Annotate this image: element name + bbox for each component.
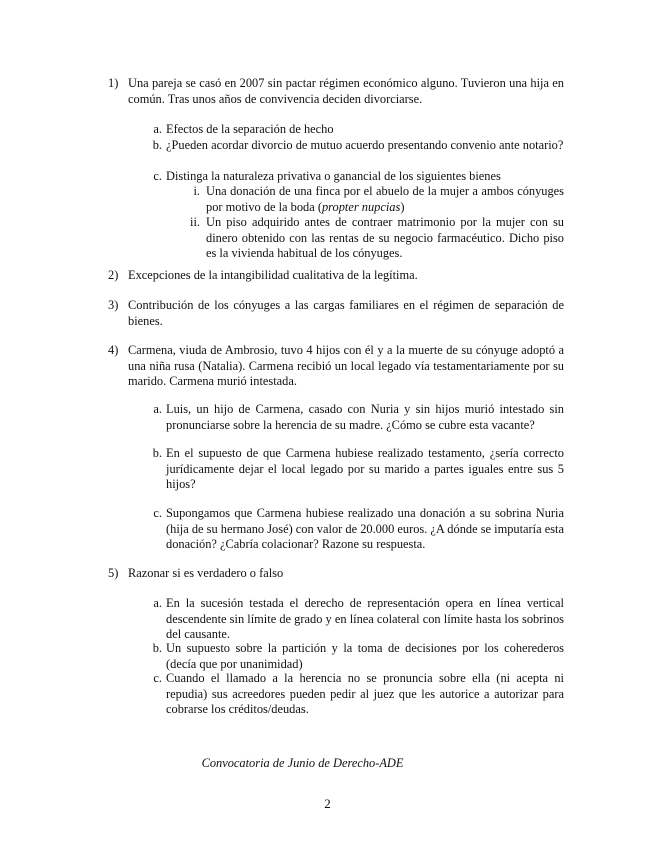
- sub-label: a.: [153, 596, 162, 610]
- sub-text: Supongamos que Carmena hubiese realizado una donación a su sobrina Nuria (hija de su hermano José) con valor de 20.000 euros. ¿A dónde se imputaría esta donación? ¿Cabría colacionar? Razone su respuesta.: [166, 506, 564, 551]
- question-5: [108, 566, 564, 582]
- sub-label: b.: [152, 138, 162, 152]
- roman-text-after: ): [400, 199, 405, 214]
- question-text: Una pareja se casó en 2007 sin pactar régimen económico alguno. Tuvieron una hija en común. Tras unos años de convivencia deciden divorciarse.: [128, 76, 564, 106]
- question-number: 2): [108, 268, 119, 282]
- q4-sub-c: [144, 506, 564, 553]
- q5-sub-b: [144, 641, 564, 672]
- sub-text: Distinga la naturaleza privativa o ganancial de los siguientes bienes: [166, 169, 501, 183]
- sub-label: b.: [152, 641, 162, 655]
- sub-label: b.: [152, 446, 162, 460]
- roman-label: i.: [193, 184, 200, 198]
- q5-sub-c: [144, 671, 564, 718]
- q1-sub-a: [144, 122, 564, 138]
- question-text: Razonar si es verdadero o falso: [128, 566, 284, 580]
- question-3: [108, 298, 564, 329]
- q1c-item-i: [176, 184, 564, 215]
- sub-label: a.: [153, 122, 162, 136]
- sub-text: En la sucesión testada el derecho de representación opera en línea vertical descendente sin límite de grado y en línea colateral con límite hasta los sobrinos del causante.: [166, 596, 564, 641]
- sub-label: a.: [153, 402, 162, 416]
- q1-sub-b: [144, 138, 564, 154]
- roman-text-before: Una donación de una finca por el abuelo de la mujer a ambos cónyuges por motivo de la boda (: [206, 184, 564, 214]
- sub-text: Un supuesto sobre la partición y la toma de decisiones por los coherederos (decía que por unanimidad): [166, 641, 564, 671]
- roman-text-italic: propter nupcias: [321, 199, 401, 214]
- page-number: 2: [324, 796, 331, 811]
- question-number: 4): [108, 343, 119, 357]
- question-text: Carmena, viuda de Ambrosio, tuvo 4 hijos con él y a la muerte de su cónyuge adoptó a una niña rusa (Natalia). Carmena recibió un local legado vía testamentariamente por su marido. Carmena murió intestada.: [128, 343, 564, 388]
- sub-label: c.: [153, 506, 162, 520]
- question-text: Contribución de los cónyuges a las cargas familiares en el régimen de separación de bienes.: [128, 298, 564, 328]
- q5-sub-a: [144, 596, 564, 643]
- question-1: [108, 76, 564, 107]
- roman-text: [206, 184, 564, 215]
- question-number: 3): [108, 298, 119, 312]
- sub-text: Luis, un hijo de Carmena, casado con Nuria y sin hijos murió intestado sin pronunciarse sobre la herencia de su madre. ¿Cómo se cubre esta vacante?: [166, 402, 564, 432]
- page-footer: Convocatoria de Junio de Derecho-ADE: [201, 756, 404, 770]
- sub-text: ¿Pueden acordar divorcio de mutuo acuerdo presentando convenio ante notario?: [166, 138, 564, 152]
- q1-sub-c: [144, 169, 564, 185]
- roman-label: ii.: [190, 215, 200, 229]
- sub-label: c.: [153, 169, 162, 183]
- question-2: [108, 268, 564, 284]
- sub-text: Efectos de la separación de hecho: [166, 122, 334, 136]
- sub-label: c.: [153, 671, 162, 685]
- roman-text: Un piso adquirido antes de contraer matrimonio por la mujer con su dinero obtenido con las rentas de su negocio farmacéutico. Dicho piso es la vivienda habitual de los cónyuges.: [206, 215, 564, 260]
- q1c-item-ii: [176, 215, 564, 262]
- question-text: Excepciones de la intangibilidad cualitativa de la legítima.: [128, 268, 418, 282]
- sub-text: En el supuesto de que Carmena hubiese realizado testamento, ¿sería correcto jurídicamente dejar el local legado por su marido a partes iguales entre sus 5 hijos?: [166, 446, 564, 491]
- sub-text: Cuando el llamado a la herencia no se pronuncia sobre ella (ni acepta ni repudia) sus acreedores pueden pedir al juez que les autorice a autorizar para cobrarse los créditos/deudas.: [166, 671, 564, 716]
- question-number: 5): [108, 566, 119, 580]
- q4-sub-b: [144, 446, 564, 493]
- question-4: [108, 343, 564, 390]
- q4-sub-a: [144, 402, 564, 433]
- question-number: 1): [108, 76, 119, 90]
